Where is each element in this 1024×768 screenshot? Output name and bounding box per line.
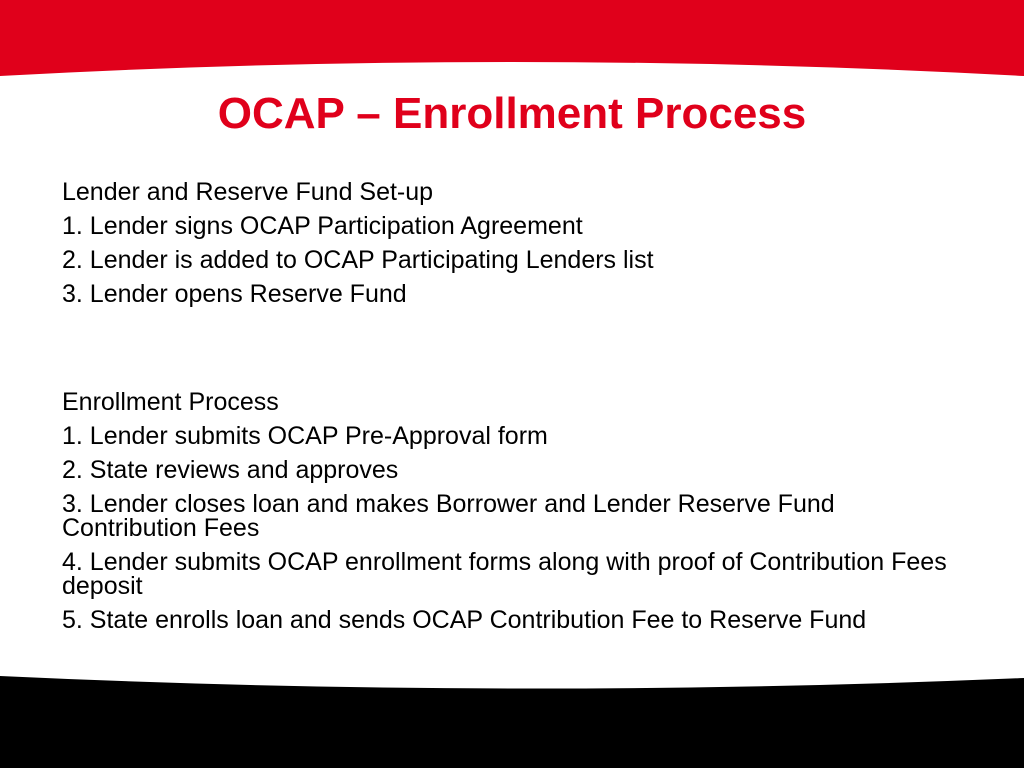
list-item: 1. Lender submits OCAP Pre-Approval form	[62, 422, 548, 450]
section-heading: Lender and Reserve Fund Set-up	[62, 178, 434, 206]
top-red-band	[0, 0, 1024, 76]
list-item: 4. Lender submits OCAP enrollment forms along with proof of Contribution Fees deposit	[62, 548, 947, 600]
list-item: 3. Lender closes loan and makes Borrower and Lender Reserve Fund Contribution Fees	[62, 490, 835, 542]
list-item: 2. Lender is added to OCAP Participating Lenders list	[62, 246, 654, 274]
list-item: 1. Lender signs OCAP Participation Agreement	[62, 212, 583, 240]
bottom-black-band	[0, 676, 1024, 768]
list-item: 5. State enrolls loan and sends OCAP Contribution Fee to Reserve Fund	[62, 606, 867, 634]
list-item: 3. Lender opens Reserve Fund	[62, 280, 407, 308]
section-lender-setup	[62, 180, 962, 306]
list-item: 2. State reviews and approves	[62, 456, 399, 484]
slide-content	[62, 180, 962, 642]
section-spacer	[62, 316, 962, 390]
section-heading: Enrollment Process	[62, 388, 279, 416]
slide-title: OCAP – Enrollment Process	[217, 89, 807, 138]
section-enrollment-process	[62, 390, 962, 632]
